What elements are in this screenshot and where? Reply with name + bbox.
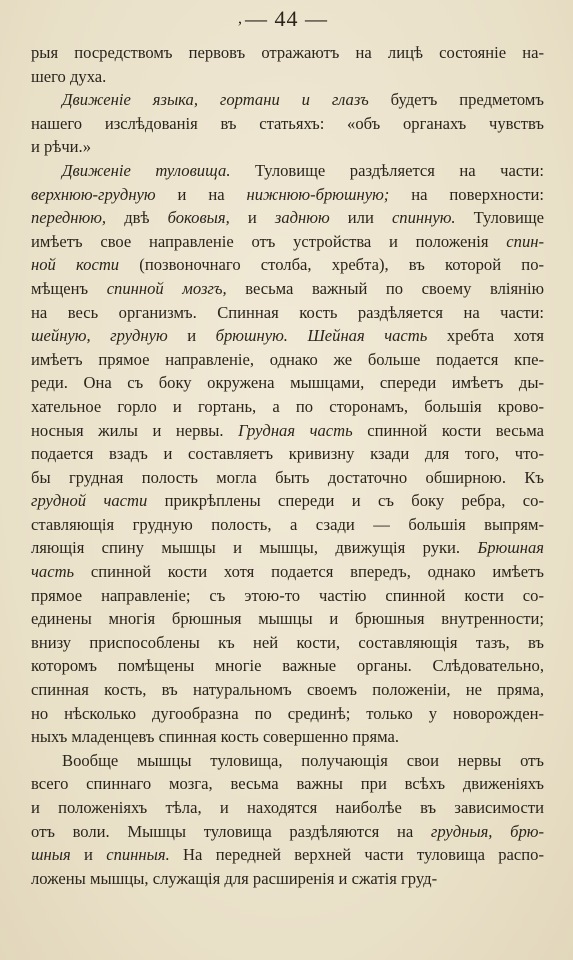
text-run: и на [155, 184, 247, 204]
page-header [31, 0, 542, 41]
text-line [31, 631, 544, 655]
text-run: прикрѣплены спереди и съ боку ребра, со- [147, 491, 544, 511]
text-run: носныя жилы и нервы. [31, 420, 239, 440]
text-line [31, 749, 544, 773]
text-line [31, 607, 544, 631]
italic-run: Движенiе туловища. [62, 160, 231, 180]
text-line [31, 820, 544, 844]
text-line [31, 489, 544, 513]
text-line [31, 560, 544, 584]
text-line [31, 253, 544, 277]
text-line [31, 584, 544, 608]
italic-run: Грудная часть [238, 420, 353, 440]
text-line [31, 654, 544, 678]
text-line [31, 65, 544, 89]
text-run: (позвоночнаго столба, хребта), въ которой по- [119, 255, 544, 275]
italic-run: переднюю, [31, 208, 107, 228]
text-run: и положенiяхъ тѣла, и находятся наиболѣе въ зависимости [31, 798, 544, 817]
text-line [31, 536, 544, 560]
italic-run: боковыя, [167, 208, 230, 228]
text-line [31, 702, 544, 726]
text-line [31, 395, 544, 419]
text-run: и [167, 326, 216, 346]
italic-run: часть [31, 562, 75, 582]
text-run: нашего изслѣдованiя въ статьяхъ: «объ органахъ чувствъ [31, 113, 544, 133]
text-run: ставляющiя грудную полость, а сзади — большiя выпрям- [31, 514, 544, 534]
text-run: имѣетъ прямое направленiе, однако же больше подается кпе- [31, 349, 544, 369]
text-run: ляющiя спину мышцы и мышцы, движущiя руки. [31, 538, 478, 558]
text-line [31, 230, 544, 254]
text-line [31, 324, 544, 348]
text-run: на весь организмъ. Спинная кость раздѣляется на части: [31, 302, 544, 322]
italic-run: брюшную. Шейная часть [215, 326, 428, 346]
text-run: на поверхности: [389, 184, 544, 204]
text-run: шего духа. [31, 66, 107, 86]
text-line [31, 206, 544, 230]
italic-run: спинныя. [106, 845, 170, 865]
text-run: Вообще мышцы туловища, получающiя свои нервы отъ [62, 750, 544, 770]
text-line [31, 183, 544, 207]
italic-run: верхнюю-грудную [31, 184, 156, 204]
text-run: хательное горло и гортань, а по сторонамъ, большiя крово- [31, 396, 544, 416]
text-run: мѣщенъ [31, 278, 107, 298]
text-run: спинная кость, въ натуральномъ своемъ положенiи, не пряма, [31, 680, 544, 700]
text-run: и рѣчи.» [31, 137, 92, 157]
italic-run: Брюшная [477, 538, 544, 558]
text-run: которомъ помѣщены многiе важные органы. Слѣдовательно, [31, 656, 544, 676]
text-line [31, 725, 544, 749]
text-line [31, 796, 544, 820]
italic-run: Движенiе языка, гортани и глазъ [62, 90, 369, 110]
text-run: хребта хотя [427, 326, 544, 346]
body-text [31, 41, 544, 890]
text-line [31, 135, 544, 159]
text-run: Туловище раздѣляется на части: [230, 160, 544, 180]
text-line [31, 41, 544, 65]
text-line [31, 466, 544, 490]
text-run: единены многiя брюшныя мышцы и брюшныя внутренности; [31, 609, 544, 629]
text-line [31, 159, 544, 183]
text-run: прямое направленiе; съ этою-то частiю спинной кости со- [31, 585, 544, 605]
text-run: и [229, 208, 275, 228]
text-line [31, 867, 544, 891]
text-run: На передней верхней части туловища распо- [169, 845, 544, 865]
text-run: внизу приспособлены къ ней кости, составляющiя тазъ, въ [31, 632, 544, 652]
page-number: — 44 — [245, 6, 328, 31]
text-run: весьма важный по своему влiянiю [226, 278, 544, 298]
italic-run: спин- [506, 231, 544, 251]
text-run: ныхъ младенцевъ спинная кость совершенно пряма. [31, 727, 400, 747]
text-line [31, 678, 544, 702]
text-line [31, 843, 544, 867]
text-run: или [329, 208, 392, 228]
text-run: подается взадъ и составляетъ кривизну кзади для того, что- [31, 444, 544, 464]
italic-run: шныя [31, 845, 71, 865]
text-line [31, 772, 544, 796]
text-run: рыя посредствомъ первовъ отражаютъ на лицѣ состоянiе на- [31, 43, 544, 62]
text-run: бы грудная полость могла быть достаточно обширною. Къ [31, 467, 544, 487]
text-run: но нѣсколько дугообразна по срединѣ; только у новорожден- [31, 703, 544, 723]
text-run: Туловище [455, 208, 544, 228]
stray-mark: , [238, 10, 242, 27]
text-run: двѣ [106, 208, 168, 228]
text-run: спинной кости весьма [352, 420, 544, 440]
text-line [31, 88, 544, 112]
text-run: спинной кости хотя подается впередъ, однако имѣетъ [74, 562, 544, 582]
italic-run: спинной мозгъ, [106, 278, 227, 298]
text-run: и [70, 845, 107, 865]
text-line [31, 112, 544, 136]
text-line [31, 277, 544, 301]
italic-run: ной кости [31, 255, 120, 275]
text-run: будетъ предметомъ [368, 90, 544, 110]
text-line [31, 442, 544, 466]
italic-run: грудной части [31, 491, 148, 511]
italic-run: шейную, грудную [31, 326, 168, 346]
text-run: реди. Она съ боку окружена мышцами, спереди имѣетъ ды- [31, 373, 544, 393]
text-line [31, 348, 544, 372]
italic-run: нижнюю-брюшную; [246, 184, 390, 204]
text-line [31, 301, 544, 325]
text-line [31, 419, 544, 443]
text-run: всего спиннаго мозга, весьма важны при всѣхъ движенiяхъ [31, 774, 544, 794]
italic-run: спинную. [391, 208, 456, 228]
text-run: имѣетъ свое направленiе отъ устройства и положенiя [31, 231, 507, 251]
text-run: отъ воли. Мышцы туловища раздѣляются на [31, 821, 431, 841]
text-line [31, 371, 544, 395]
italic-run: грудныя, брю- [430, 821, 544, 841]
text-line [31, 513, 544, 537]
italic-run: заднюю [274, 208, 330, 228]
text-run: ложены мышцы, служащiя для расширенiя и сжатiя груд- [31, 868, 438, 888]
